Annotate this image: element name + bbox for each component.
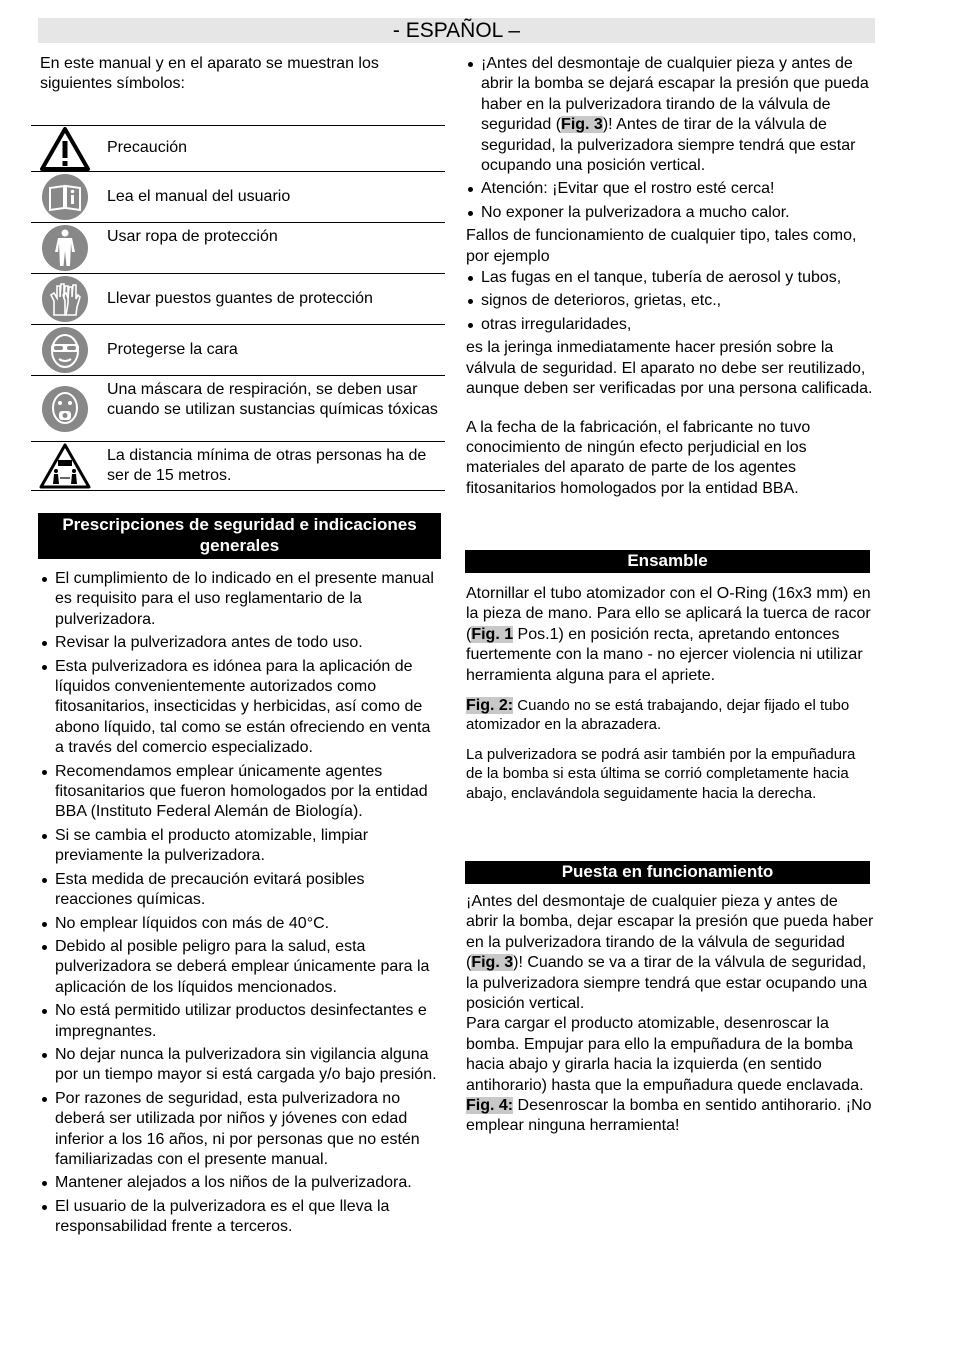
list-item: Atención: ¡Evitar que el rostro esté cerca! — [466, 179, 874, 199]
read-manual-icon — [31, 172, 99, 222]
startup-heading: Puesta en funcionamiento — [465, 861, 870, 884]
list-item: ¡Antes del desmontaje de cualquier pieza y antes de abrir la bomba se dejará escapar la presión que pueda haber en la pulverizadora tirando de la válvula de seguridad (Fig. 3)! Antes de tirar de la válvula de seguridad, la pulverizadora siempre tendrá que estar ocupando una posición vertical. — [466, 54, 874, 176]
symbol-row-face — [31, 325, 445, 376]
list-item: Debido al posible peligro para la salud, esta pulverizadora se deberá emplear únicamente para la aplicación de los líquidos mencionados. — [40, 937, 440, 998]
list-item: Esta medida de precaución evitará posibles reacciones químicas. — [40, 870, 440, 911]
figure-reference: Fig. 4: — [466, 1097, 514, 1115]
protective-clothing-icon — [31, 223, 99, 273]
list-item: Revisar la pulverizadora antes de todo uso. — [40, 633, 440, 653]
manufacture-paragraph: A la fecha de la fabricación, el fabricante no tuvo conocimiento de ningún efecto perjudicial en los materiales del aparato de parte de los agentes fitosanitarios homologados por la entidad BBA. — [466, 418, 811, 497]
startup-paragraph: ¡Antes del desmontaje de cualquier pieza y antes de abrir la bomba, dejar escapar la presión que pueda haber en la pulverizadora tirando de la válvula de seguridad (Fig. 3)! Cuando se va a tirar de la válvula de seguridad, la pulverizadora siempre tendrá que estar ocupando una posición vertical. — [466, 893, 874, 1013]
assembly-section — [466, 584, 874, 803]
symbols-intro: En este manual y en el aparato se muestran los siguientes símbolos: — [40, 55, 379, 93]
list-item: otras irregularidades, — [466, 315, 874, 335]
list-item: Las fugas en el tanque, tubería de aerosol y tubos, — [466, 268, 874, 288]
assembly-paragraph: Atornillar el tubo atomizador con el O-Ring (16x3 mm) en la pieza de mano. Para ello se aplicará la tuerca de racor (Fig. 1 Pos.1) en posición recta, apretando entonces fuertemente con la mano - no ejercer violencia ni utilizar herramienta alguna para el apriete. — [466, 585, 871, 684]
startup-fig4-paragraph: Fig. 4: Desenroscar la bomba en sentido antihorario. ¡No emplear ninguna herramienta! — [466, 1097, 872, 1135]
figure-reference: Fig. 2: — [466, 697, 514, 715]
list-item: No dejar nunca la pulverizadora sin vigilancia alguna por un tiempo mayor si está cargada y/o bajo presión. — [40, 1045, 440, 1086]
safety-heading: Prescripciones de seguridad e indicaciones generales — [38, 513, 441, 559]
face-protection-icon — [31, 325, 99, 375]
symbol-label: Llevar puestos guantes de protección — [107, 289, 373, 307]
list-item: signos de deterioros, grietas, etc., — [466, 291, 874, 311]
right-column — [466, 54, 874, 499]
symbol-label: Lea el manual del usuario — [107, 187, 291, 205]
symbol-label: Precaución — [107, 139, 188, 157]
symbols-table — [31, 125, 445, 491]
startup-load-paragraph: Para cargar el producto atomizable, desenroscar la bomba. Empujar para ello la empuñadura de la bomba hacia abajo y girarla hacia la izquierda (en sentido antihorario) hasta que la empuñadura quede enclavada. — [466, 1015, 864, 1094]
symbol-row-mask — [31, 376, 445, 442]
symbol-row-caution — [31, 126, 445, 172]
list-item: Esta pulverizadora es idónea para la aplicación de líquidos convenientemente autorizados como fitosanitarios, insecticidas y herbicidas, así como de abono líquido, tal como se están ofreciendo en venta a través del comercio especializado. — [40, 657, 440, 759]
list-item: El cumplimiento de lo indicado en el presente manual es requisito para el uso reglamentario de la pulverizadora. — [40, 569, 440, 630]
faults-intro: Fallos de funcionamiento de cualquier tipo, tales como, por ejemplo — [466, 227, 857, 265]
symbol-label: Usar ropa de protección — [107, 228, 278, 245]
symbol-row-gloves — [31, 274, 445, 325]
distance-warning-icon — [31, 442, 99, 490]
list-item: El usuario de la pulverizadora es el que lleva la responsabilidad frente a terceros. — [40, 1197, 440, 1238]
symbol-row-clothing — [31, 223, 445, 274]
list-item: No emplear líquidos con más de 40°C. — [40, 914, 440, 934]
gloves-icon — [31, 274, 99, 324]
faults-paragraph: es la jeringa inmediatamente hacer presión sobre la válvula de seguridad. El aparato no debe ser reutilizado, aunque deben ser verificadas por una persona calificada. — [466, 339, 873, 398]
list-item: Si se cambia el producto atomizable, limpiar previamente la pulverizadora. — [40, 826, 440, 867]
warning-triangle-icon — [31, 126, 99, 171]
assembly-fig2-paragraph: Fig. 2: Cuando no se está trabajando, dejar fijado el tubo atomizador en la abrazadera. — [466, 697, 850, 734]
language-header: - ESPAÑOL – — [38, 18, 875, 43]
list-item: Mantener alejados a los niños de la pulverizadora. — [40, 1173, 440, 1193]
faults-list — [466, 268, 874, 335]
figure-reference: Fig. 1 — [471, 625, 514, 643]
respirator-mask-icon — [31, 376, 99, 441]
assembly-grip-paragraph: La pulverizadora se podrá asir también por la empuñadura de la bomba si esta última se corrió completamente hacia abajo, enclavándola seguidamente hacia la derecha. — [466, 745, 856, 802]
startup-section — [466, 892, 874, 1137]
assembly-heading: Ensamble — [465, 550, 870, 573]
list-item: Por razones de seguridad, esta pulverizadora no deberá ser utilizada por niños y jóvenes con edad inferior a los 16 años, ni por personas que no estén familiarizadas con el presente manual. — [40, 1089, 440, 1171]
list-item: No exponer la pulverizadora a mucho calor. — [466, 203, 874, 223]
list-item: Recomendamos emplear únicamente agentes fitosanitarios que fueron homologados por la entidad BBA (Instituto Federal Alemán de Biología). — [40, 762, 440, 823]
symbol-label: Una máscara de respiración, se deben usar cuando se utilizan sustancias químicas tóxicas — [107, 381, 438, 419]
symbol-label: Protegerse la cara — [107, 340, 238, 358]
symbol-row-manual — [31, 172, 445, 223]
figure-reference: Fig. 3 — [561, 116, 603, 134]
warning-list — [466, 54, 874, 223]
symbol-row-distance — [31, 442, 445, 491]
safety-list — [40, 569, 440, 1241]
list-item: No está permitido utilizar productos desinfectantes e impregnantes. — [40, 1001, 440, 1042]
figure-reference: Fig. 3 — [471, 954, 514, 972]
symbol-label: La distancia mínima de otras personas ha de ser de 15 metros. — [107, 447, 427, 485]
left-column — [40, 54, 445, 95]
